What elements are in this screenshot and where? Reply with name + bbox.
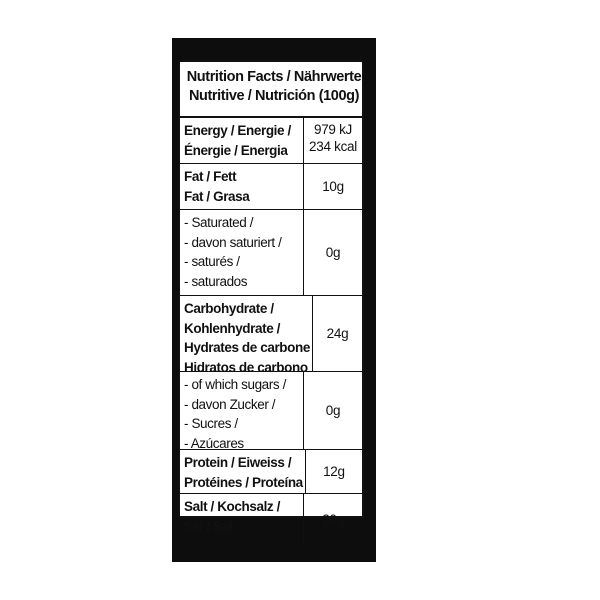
header-subtitle: Nutritive / Nutrición (100g) [188,88,360,104]
nutrient-name: - of which sugars / - davon Zucker / - Sucres / - Azúcares [180,372,304,449]
nutrient-name: Carbohydrate / Kohlenhydrate / Hydrates de carbone Hidratos de carbono [180,296,313,371]
nutrient-value: 0g [325,403,341,418]
nutrient-value: 979 kJ 234 kcal [309,122,357,154]
nutrient-name: Salt / Kochsalz / Sel / Sal [180,494,304,544]
header-title: Nutrition Facts / Nährwerte [186,69,362,85]
nutrition-table-header [180,62,362,118]
nutrient-name: Energy / Energie / Énergie / Energia [180,118,304,163]
nutrient-name: Fat / Fett Fat / Grasa [180,164,304,209]
row-protein [180,450,362,494]
nutrition-facts-table [178,60,364,534]
row-saturated [180,210,362,296]
nutrient-value: 10g [322,179,344,194]
nutrient-name: - Saturated / - davon saturiert / - saturés / - saturados [180,210,304,295]
nutrient-value: 12g [323,464,345,479]
row-energy [180,118,362,164]
row-salt [180,494,362,544]
nutrient-value: 0g [325,245,341,260]
row-fat [180,164,362,210]
row-carbohydrate [180,296,362,375]
nutrient-name: Protein / Eiweiss / Protéines / Proteína [180,450,306,493]
nutrient-value: 24g [326,326,349,341]
row-sugars [180,372,362,450]
nutrient-value: 20g [322,511,344,527]
